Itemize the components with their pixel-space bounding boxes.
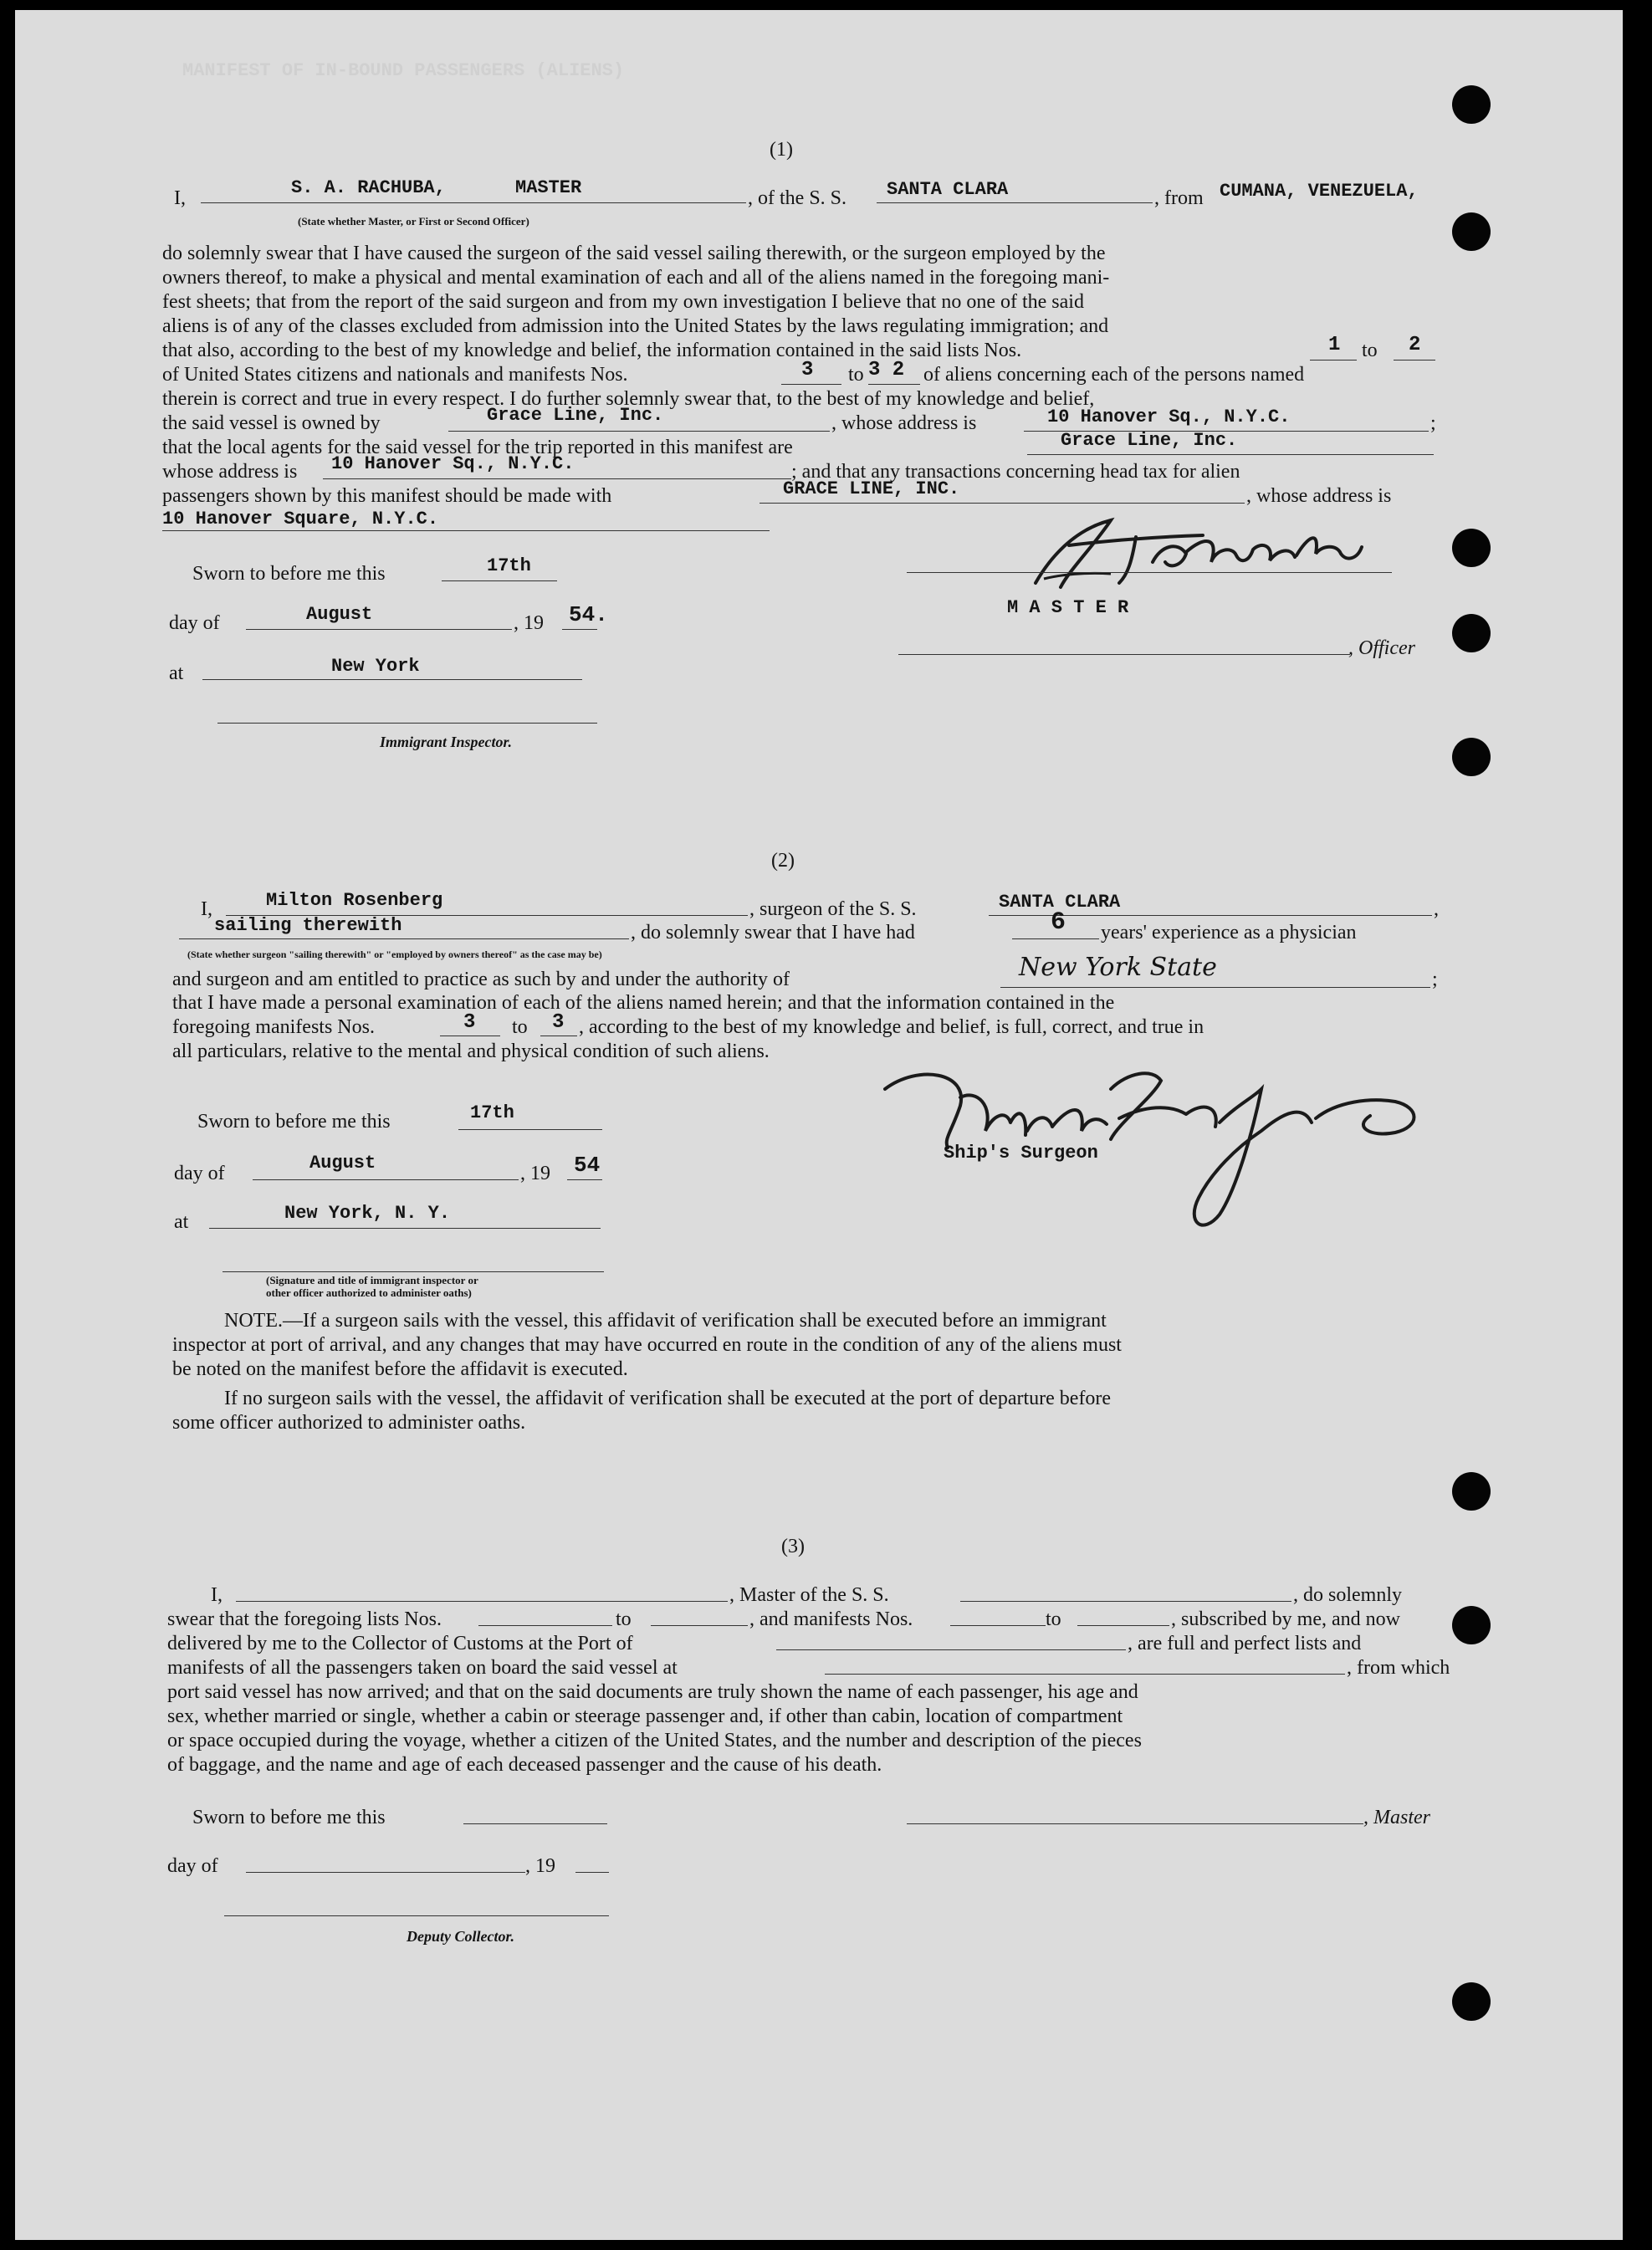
text-to: to [512, 1016, 528, 1038]
fill-line [448, 431, 830, 432]
year-prefix: , 19 [525, 1855, 555, 1877]
body-line: ; and that any transactions concerning head tax for alien [791, 461, 1240, 483]
body-line: , according to the best of my knowledge and belief, is full, correct, and true in [579, 1016, 1204, 1038]
body-line: that I have made a personal examination of each of the aliens named herein; and that the information contained in the [172, 992, 1115, 1014]
body-line: swear that the foregoing lists Nos. [167, 1608, 442, 1630]
owner-address: 10 Hanover Sq., N.Y.C. [1047, 407, 1291, 427]
surgeon-status: sailing therewith [214, 915, 402, 936]
master-signature-line [907, 1823, 1363, 1824]
fill-line [877, 202, 1153, 203]
origin-port: CUMANA, VENEZUELA, [1220, 181, 1419, 202]
sworn-year: 54. [569, 602, 608, 627]
body-line: , Master of the S. S. [729, 1584, 889, 1606]
manifests-to: 3 2 [868, 359, 905, 381]
fill-line [1000, 987, 1430, 988]
body-line: passengers shown by this manifest should be made with [162, 485, 612, 507]
text-to: to [616, 1608, 632, 1630]
master-rank: MASTER [515, 177, 582, 198]
binder-hole [1452, 614, 1491, 652]
sworn-place: New York [331, 656, 420, 677]
binder-hole [1452, 1472, 1491, 1511]
body-line: years' experience as a physician [1101, 922, 1357, 943]
fill-line [162, 530, 770, 531]
binder-hole [1452, 1982, 1491, 2021]
sworn-day: 17th [487, 555, 531, 576]
fill-line [960, 1601, 1291, 1602]
master-label: , Master [1363, 1807, 1430, 1828]
body-line: manifests of all the passengers taken on board the said vessel at [167, 1657, 678, 1679]
day-of-label: day of [174, 1163, 225, 1184]
section-number: (3) [781, 1536, 805, 1557]
binder-hole [1452, 738, 1491, 776]
day-of-label: day of [167, 1855, 218, 1877]
master-signature-line [907, 572, 1392, 573]
binder-hole [1452, 212, 1491, 251]
officer-signature-line [222, 1271, 604, 1272]
year-prefix: , 19 [520, 1163, 550, 1184]
body-line: , from which [1347, 1657, 1450, 1679]
sworn-label: Sworn to before me this [192, 563, 386, 585]
fill-line [323, 478, 791, 479]
manifests-to: 3 [552, 1011, 565, 1034]
state-note: (State whether surgeon "sailing therewith" or "employed by owners thereof" as the case may be) [187, 949, 602, 960]
fill-line [201, 202, 746, 203]
label-i: I, [211, 1584, 222, 1606]
fill-line [236, 1601, 728, 1602]
master-name: S. A. RACHUBA, [291, 177, 446, 198]
fill-line [567, 1179, 602, 1180]
text-surgeon-of: , surgeon of the S. S. [749, 898, 917, 920]
fill-line [950, 1625, 1046, 1626]
text-semicolon: ; [1432, 969, 1438, 990]
fill-line [651, 1625, 748, 1626]
fill-line [562, 629, 597, 630]
body-line: or space occupied during the voyage, whether a citizen of the United States, and the number and description of the pieces [167, 1730, 1142, 1751]
fill-line [463, 1823, 607, 1824]
fill-line [868, 384, 920, 385]
deputy-caption: Deputy Collector. [407, 1928, 514, 1945]
fill-line [1027, 454, 1434, 455]
sworn-label: Sworn to before me this [192, 1807, 386, 1828]
head-tax-address: 10 Hanover Square, N.Y.C. [162, 509, 439, 529]
body-line: , are full and perfect lists and [1128, 1633, 1362, 1654]
body-line: that the local agents for the said vessel for the trip reported in this manifest are [162, 437, 793, 458]
deputy-signature-line [224, 1915, 609, 1916]
body-line: , subscribed by me, and now [1171, 1608, 1400, 1630]
note-label: NOTE. [224, 1310, 283, 1332]
sworn-label: Sworn to before me this [197, 1111, 391, 1133]
master-signature [985, 504, 1420, 596]
section-number: (1) [770, 139, 793, 161]
text-semicolon: ; [1430, 412, 1436, 434]
sworn-day: 17th [470, 1102, 514, 1123]
bleed-through-text: MANIFEST OF IN-BOUND PASSENGERS (ALIENS) [182, 60, 625, 81]
body-line: fest sheets; that from the report of the said surgeon and from my own investigation I believe that no one of the said [162, 291, 1084, 313]
fill-line [202, 679, 582, 680]
sworn-year: 54 [574, 1153, 601, 1178]
fill-line [575, 1872, 609, 1873]
section-number: (2) [771, 850, 795, 872]
text-comma: , [1434, 898, 1439, 920]
fill-line [1310, 360, 1357, 361]
text-from: , from [1154, 187, 1204, 209]
master-title: M A S T E R [1007, 597, 1129, 618]
body-line: the said vessel is owned by [162, 412, 381, 434]
lists-to: 2 [1409, 334, 1421, 356]
manifest-page [15, 10, 1623, 2240]
licensing-authority: New York State [1019, 953, 1217, 982]
binder-hole [1452, 1606, 1491, 1644]
body-line: foregoing manifests Nos. [172, 1016, 375, 1038]
fill-line [776, 1649, 1126, 1650]
ship-name: SANTA CLARA [887, 179, 1009, 200]
note-line: some officer authorized to administer oaths. [172, 1412, 526, 1434]
body-line: all particulars, relative to the mental and physical condition of such aliens. [172, 1041, 770, 1062]
officer-label: , Officer [1348, 637, 1415, 659]
fill-line [1077, 1625, 1169, 1626]
fill-line [1394, 360, 1435, 361]
binder-hole [1452, 85, 1491, 124]
text-to: to [1046, 1608, 1061, 1630]
body-line: owners thereof, to make a physical and mental examination of each and all of the aliens named in the foregoing mani- [162, 267, 1110, 289]
fill-line [458, 1129, 602, 1130]
body-line: therein is correct and true in every respect. I do further solemnly swear that, to the best of my knowledge and belief, [162, 388, 1095, 410]
officer-line [898, 654, 1350, 655]
binder-hole [1452, 529, 1491, 567]
fill-line [442, 580, 557, 581]
at-label: at [174, 1211, 189, 1233]
fill-line [246, 629, 512, 630]
body-line: sex, whether married or single, whether a cabin or steerage passenger and, if other than cabin, location of compartment [167, 1705, 1123, 1727]
ship-name: SANTA CLARA [999, 892, 1121, 913]
sworn-place: New York, N. Y. [284, 1203, 451, 1224]
at-label: at [169, 662, 184, 684]
owner: Grace Line, Inc. [487, 405, 664, 426]
body-line: of United States citizens and nationals and manifests Nos. [162, 364, 628, 386]
fill-line [179, 938, 629, 939]
label-i: I, [201, 898, 212, 920]
body-line: delivered by me to the Collector of Customs at the Port of [167, 1633, 633, 1654]
fill-line [253, 1179, 519, 1180]
local-agent: Grace Line, Inc. [1061, 430, 1238, 451]
manifests-from: 3 [463, 1011, 476, 1034]
sworn-month: August [306, 604, 373, 625]
label-i: I, [174, 187, 186, 209]
note-line: If no surgeon sails with the vessel, the affidavit of verification shall be executed at the port of departure before [224, 1388, 1112, 1409]
signature-note: (Signature and title of immigrant inspector or [266, 1274, 478, 1286]
body-line: aliens is of any of the classes excluded from admission into the United States by the laws regulating immigration; and [162, 315, 1109, 337]
body-line: and surgeon and am entitled to practice as such by and under the authority of [172, 969, 790, 990]
body-line: , do solemnly swear that I have had [631, 922, 915, 943]
state-note: (State whether Master, or First or Second Officer) [298, 215, 529, 228]
body-line: of baggage, and the name and age of each deceased passenger and the cause of his death. [167, 1754, 882, 1776]
body-line: , whose address is [1246, 485, 1392, 507]
text-to: to [848, 364, 864, 386]
fill-line [209, 1228, 601, 1229]
year-prefix: , 19 [514, 612, 544, 634]
text-of-ss: , of the S. S. [748, 187, 847, 209]
body-line: whose address is [162, 461, 298, 483]
manifests-from: 3 [801, 359, 814, 381]
fill-line [246, 1872, 525, 1873]
head-tax-company: GRACE LINE, INC. [783, 478, 960, 499]
fill-line [781, 384, 841, 385]
note-line: be noted on the manifest before the affidavit is executed. [172, 1358, 628, 1380]
note-line: inspector at port of arrival, and any changes that may have occurred en route in the condition of any of the aliens must [172, 1334, 1122, 1356]
fill-line [825, 1674, 1345, 1675]
fill-line [478, 1625, 612, 1626]
surgeon-name: Milton Rosenberg [266, 890, 443, 911]
body-line: port said vessel has now arrived; and that on the said documents are truly shown the name of each passenger, his age and [167, 1681, 1138, 1703]
fill-line [1012, 938, 1099, 939]
lists-from: 1 [1328, 334, 1341, 356]
day-of-label: day of [169, 612, 220, 634]
inspector-caption: Immigrant Inspector. [380, 734, 513, 750]
body-line: , and manifests Nos. [749, 1608, 913, 1630]
body-line: do solemnly swear that I have caused the surgeon of the said vessel sailing therewith, or the surgeon employed by the [162, 243, 1106, 264]
years-experience: 6 [1051, 908, 1066, 937]
body-line: that also, according to the best of my knowledge and belief, the information contained in the said lists Nos. [162, 340, 1022, 361]
agent-address: 10 Hanover Sq., N.Y.C. [331, 453, 575, 474]
note-line: —If a surgeon sails with the vessel, this affidavit of verification shall be executed before an immigrant [283, 1310, 1107, 1332]
sworn-month: August [309, 1153, 376, 1174]
text-to: to [1362, 340, 1378, 361]
signature-note: other officer authorized to administer oaths) [266, 1286, 472, 1299]
body-line: , do solemnly [1293, 1584, 1402, 1606]
surgeon-title: Ship's Surgeon [944, 1143, 1098, 1163]
body-line: of aliens concerning each of the persons named [923, 364, 1305, 386]
body-line: , whose address is [831, 412, 977, 434]
inspector-signature-line [217, 723, 597, 724]
